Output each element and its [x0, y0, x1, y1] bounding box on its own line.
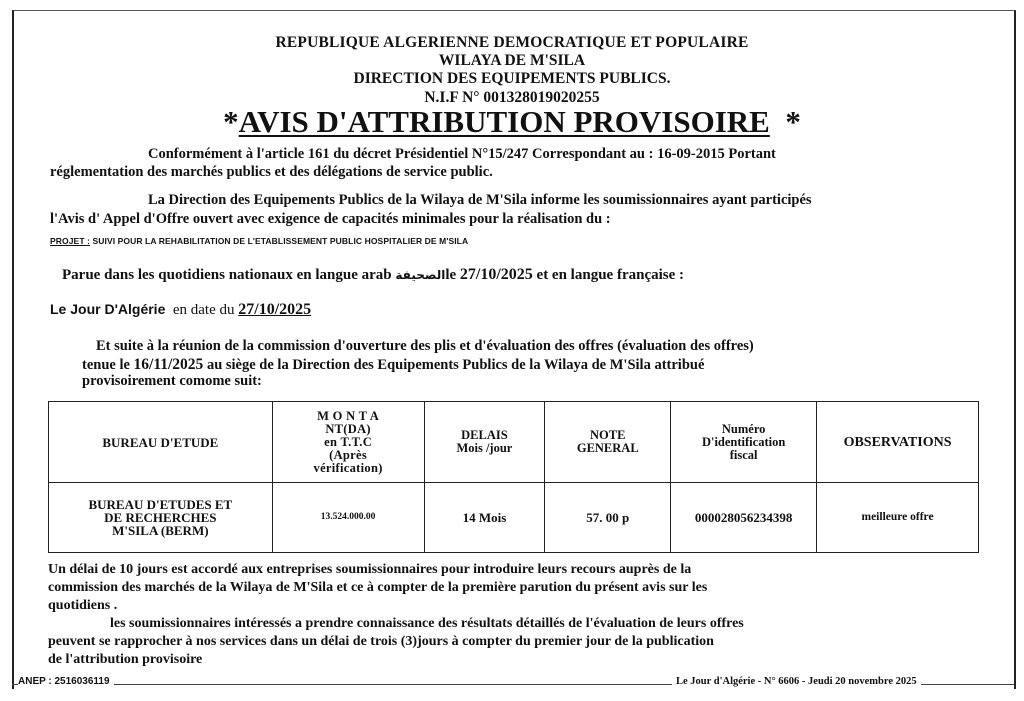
delai-line-3: quotidiens . [48, 598, 118, 613]
reunion-line-2 [82, 356, 704, 374]
projet-label: PROJET : [50, 236, 91, 246]
reunion-line-3: provisoirement comome suit: [82, 373, 262, 389]
direction-line-2: l'Avis d' Appel d'Offre ouvert avec exigence de capacités minimales pour la réalisation du : [50, 211, 611, 227]
soumission-line-1: les soumissionnaires intéressés a prendre connaissance des résultats détaillés de l'évaluation de leurs offres [110, 616, 744, 631]
header-numero: Numéro D'identification fiscal [671, 402, 817, 483]
header-note: NOTE GENERAL [545, 402, 671, 483]
projet-text: SUIVI POUR LA REHABILITATION DE L'ETABLISSEMENT PUBLIC HOSPITALIER DE M'SILA [90, 236, 469, 246]
cell-numero: 000028056234398 [671, 483, 817, 553]
direction-line-1: La Direction des Equipements Publics de la Wilaya de M'Sila informe les soumissionnaires ayant participés [148, 192, 812, 208]
cell-note: 57. 00 p [545, 483, 671, 553]
header-bureau: BUREAU D'ETUDE [49, 402, 273, 483]
header-nif: N.I.F N° 001328019020255 [424, 89, 600, 106]
delai-line-1: Un délai de 10 jours est accordé aux entreprises soumissionnaires pour introduire leurs recours auprès de la [48, 562, 692, 577]
table-header-row [49, 402, 979, 483]
header-delais: DELAIS Mois /jour [424, 402, 545, 483]
cell-montant: 13.524.000.00 [272, 483, 424, 553]
title-prefix: * [223, 104, 239, 139]
journal-date: 27/10/2025 [238, 301, 312, 318]
journal-line [50, 301, 311, 319]
journal-mid: en date du [165, 302, 239, 318]
cell-bureau: BUREAU D'ETUDES ET DE RECHERCHES M'SILA (BERM) [49, 483, 273, 553]
header-direction: DIRECTION DES EQUIPEMENTS PUBLICS. [353, 70, 671, 87]
reunion-date: 16/11/2025 [133, 356, 204, 373]
page-title [0, 104, 1024, 140]
header-republique: REPUBLIQUE ALGERIENNE DEMOCRATIQUE ET POPULAIRE [275, 34, 749, 51]
reunion-tenue: tenue le [82, 357, 134, 373]
header-wilaya: WILAYA DE M'SILA [438, 52, 586, 69]
parue-mid: le [445, 267, 460, 283]
intro-line-1: Conformément à l'article 161 du décret Présidentiel N°15/247 Correspondant au : 16-09-2015 Portant [148, 146, 776, 162]
header-observations: OBSERVATIONS [817, 402, 979, 483]
title-text: AVIS D'ATTRIBUTION PROVISOIRE [238, 104, 770, 139]
soumission-line-3: de l'attribution provisoire [48, 652, 203, 667]
cell-observations: meilleure offre [817, 483, 979, 553]
anep-reference: ANEP : 2516036119 [18, 676, 114, 687]
parue-before: Parue dans les quotidiens nationaux en langue arab [62, 267, 396, 283]
delai-line-2: commission des marchés de la Wilaya de M'Sila et ce à compter de la première parution du présent avis sur les [48, 580, 708, 595]
projet-line [50, 236, 468, 246]
reunion-siege: au siège de la Direction des Equipements Publics de la Wilaya de M'Sila attribué [203, 357, 705, 373]
reunion-line-1: Et suite à la réunion de la commission d'ouverture des plis et d'évaluation des offres (évaluation des offres) [96, 338, 754, 354]
table-row [49, 483, 979, 553]
parue-line [62, 266, 684, 284]
intro-line-2: réglementation des marchés publics et des délégations de service public. [50, 164, 493, 180]
cell-delais: 14 Mois [424, 483, 545, 553]
parue-arabic: الصحيفة [395, 268, 446, 282]
title-suffix: * [769, 104, 801, 139]
results-table [48, 401, 979, 553]
journal-footer: Le Jour d'Algérie - N° 6606 - Jeudi 20 novembre 2025 [672, 676, 921, 687]
parue-date: 27/10/2025 [459, 266, 533, 283]
soumission-line-2: peuvent se rapprocher à nos services dans un délai de trois (3)jours à compter du premier jour de la publication [48, 634, 714, 649]
parue-after: et en langue française : [532, 267, 685, 283]
journal-name: Le Jour D'Algérie [50, 301, 166, 317]
header-montant: M O N T A NT(DA) en T.T.C (Après vérification) [272, 402, 424, 483]
